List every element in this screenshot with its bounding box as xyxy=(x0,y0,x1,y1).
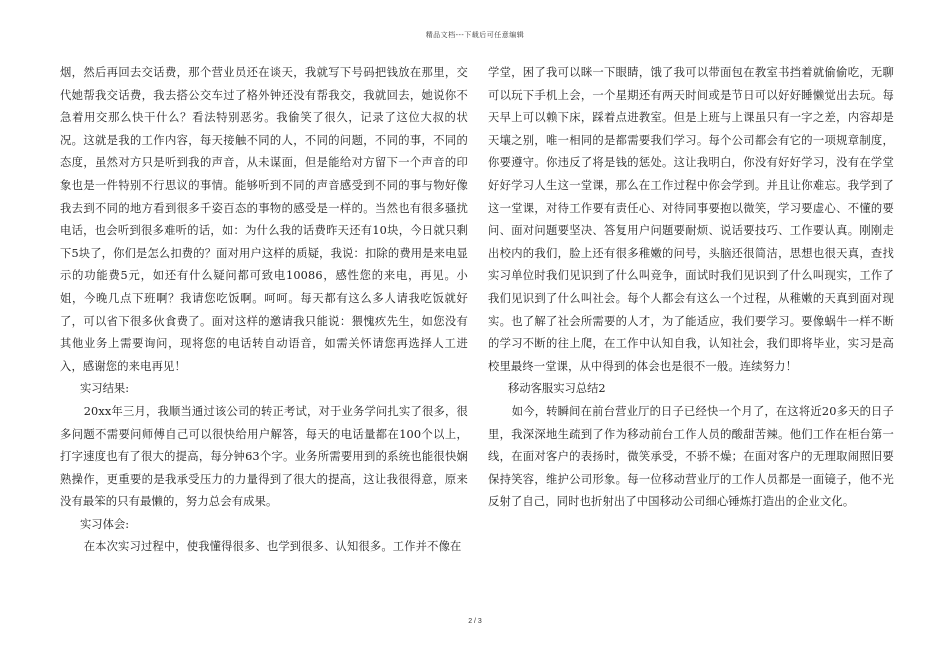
section-heading-summary-2: 移动客服实习总结2 xyxy=(508,382,606,396)
left-column xyxy=(60,62,468,559)
left-paragraph-2: 20xx年三月，我顺当通过该公司的转正考试，对于业务学问扎实了很多，很多问题不需要问师傅自己可以很快给用户解答，每天的电话量都在100个以上，打字速度也有了很大的提高，每分钟63个字。业务所需要用到的系统也能很快娴熟操作，更重要的是我承受压力的力量得到了很大的提高，这让我很得意，原来没有最笨的只有最懒的，努力总会有成果。 xyxy=(60,404,468,509)
page-number: 2 / 3 xyxy=(468,618,482,625)
page-header: 精品文档---下载后可任意编辑 xyxy=(425,31,525,39)
section-heading-results: 实习结果: xyxy=(80,382,129,396)
section-heading-experience: 实习体会: xyxy=(80,517,129,531)
right-column xyxy=(488,62,894,514)
right-paragraph-2: 如今，转瞬间在前台营业厅的日子已经快一个月了，在这将近20多天的日子里，我深深地生疏到了作为移动前台工作人员的酸甜苦辣。他们工作在柜台第一线，在面对客户的表扬时，微笑承受，不骄不燥；在面对客户的无理取闹照旧要保持笑容，维护公司形象。每一位移动营业厅的工作人员都是一面镜子，他不光反射了自己，同时也折射出了中国移动公司细心锤炼打造出的企业文化。 xyxy=(488,404,894,509)
left-paragraph-1: 烟，然后再回去交话费，那个营业员还在谈天，我就写下号码把钱放在那里，交代她帮我交话费，我去搭公交车过了格外钟还没有帮我交，我就回去，她说你不急着用交那么快干什么？看法特别恶劣。我偷笑了很久，记录了这位大叔的状况。这就是我的工作内容，每天接触不同的人，不同的问题，不同的事，不同的态度，虽然对方只是听到我的声音，从未谋面，但是能给对方留下一个声音的印象也是一件特别不行思议的事情。能够听到不同的声音感受到不同的事与物好像我去到不同的地方看到很多千姿百态的事物的感受是一样的。当然也有很多骚扰电话，也会听到很多难听的话，如：为什么我的话费昨天还有10块，今日就只剩下5块了，你们是怎么扣费的？面对用户这样的质疑，我说：扣除的费用是来电显示的功能费5元，如还有什么疑问都可致电10086，感性您的来电，再见。小姐，今晚几点下班啊？我请您吃饭啊。呵呵。每天都有这么多人请我吃饭就好了，可以省下很多伙食费了。面对这样的邀请我只能说：猥愧疚先生，如您没有其他业务上需要询问，现将您的电话转自动语音，如需关怀请您再选择人工进入，感谢您的来电再见！ xyxy=(60,66,468,373)
left-paragraph-3: 在本次实习过程中，使我懂得很多、也学到很多、认知很多。工作并不像在 xyxy=(83,540,462,554)
right-paragraph-1: 学堂，困了我可以眯一下眼睛，饿了我可以带面包在教室书挡着就偷偷吃，无聊可以玩下手机上会，一个星期还有两天时间或是节日可以好好睡懒觉出去玩。每天早上可以赖下床，踩着点进教室。但是上班与上课虽只有一字之差，内容却是天壤之别，唯一相同的是都需要我们学习。每个公司都会有它的一项规章制度，你要遵守。你违反了将是钱的惩处。这让我明白，你没有好好学习，没有在学堂好好学习人生这一堂课，那么在工作过程中你会学到。并且让你难忘。我学到了这一堂课，对待工作要有责任心、对待同事要抱以微笑，学习要虚心、不懂的要问、面对问题要坚决、答复用户问题要耐烦、说话要技巧、工作要认真。刚刚走出校内的我们，脸上还有很多稚嫩的问号，头脑还很简洁，思想也很天真，查找实习单位时我们见识到了什么叫竞争，面试时我们见识到了什么叫现实，工作了我们见识到了什么叫社会。每个人都会有这么一个过程，从稚嫩的天真到面对现实。也了解了社会所需要的人才，为了能适应，我们要学习。要像蜗牛一样不断的学习不断的往上爬，在工作中认知自我，认知社会，我们即将毕业，实习是高校里最终一堂课，从中得到的体会也是很不一般。连续努力！ xyxy=(488,66,894,373)
